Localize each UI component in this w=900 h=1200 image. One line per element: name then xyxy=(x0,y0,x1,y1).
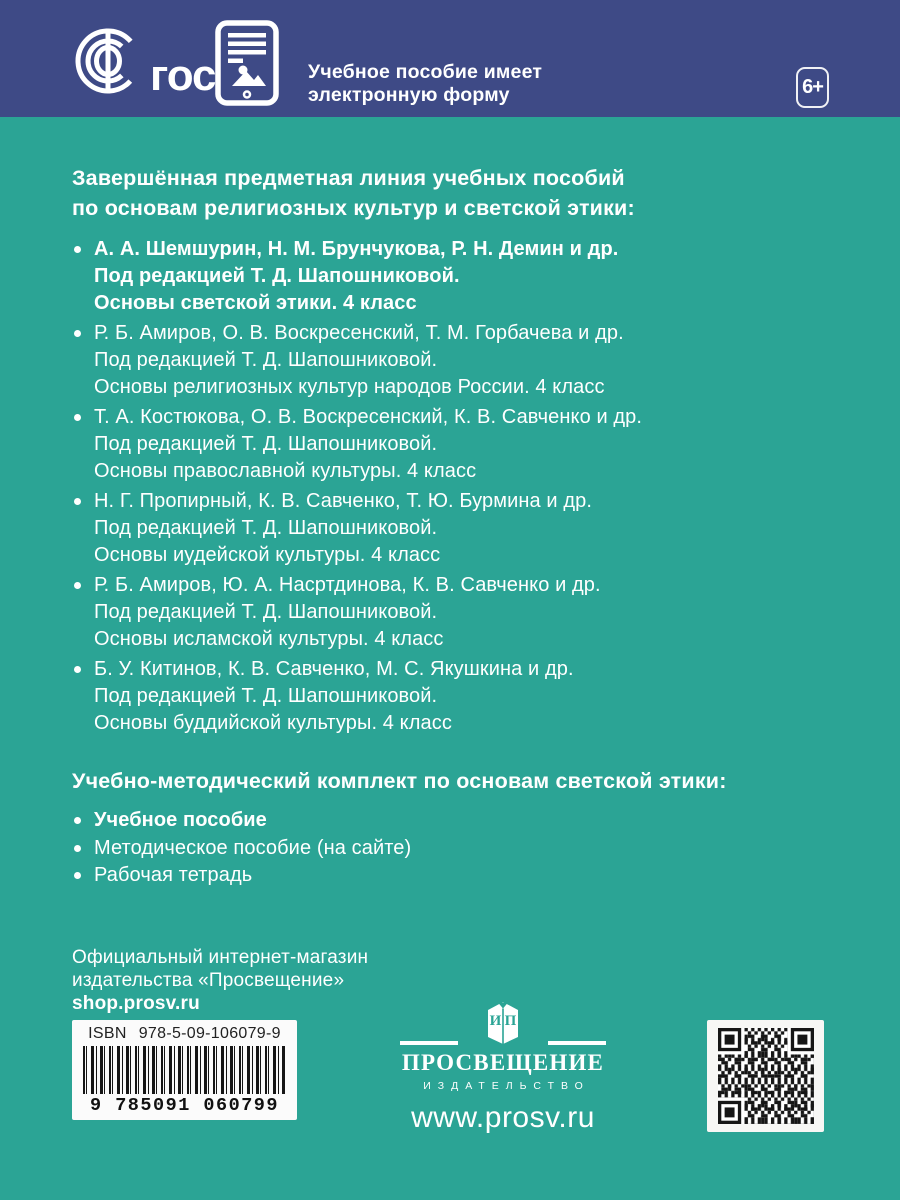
umk-heading: Учебно-методический комплект по основам светской этики: xyxy=(72,769,727,793)
ebook-note-line1: Учебное пособие имеет xyxy=(308,61,543,83)
ereader-icon xyxy=(215,20,279,106)
umk-item xyxy=(72,862,832,890)
logo-rule-right xyxy=(548,1041,606,1045)
logo-letter-p: П xyxy=(504,1013,517,1029)
publisher-type: ИЗДАТЕЛЬСТВО xyxy=(423,1080,590,1092)
bullet-icon xyxy=(74,498,81,505)
qr-icon xyxy=(718,1028,814,1124)
item-editor: Под редакцией Т. Д. Шапошниковой. xyxy=(94,349,438,371)
header-band xyxy=(0,0,900,117)
cover-content xyxy=(72,117,832,1015)
publisher-name: ПРОСВЕЩЕНИЕ xyxy=(401,1050,605,1075)
logo-rule-left xyxy=(400,1041,458,1045)
series-item xyxy=(72,572,832,653)
item-authors: Б. У. Китинов, К. В. Савченко, М. С. Якушкина и др. xyxy=(94,658,574,680)
umk-item-label: Учебное пособие xyxy=(94,809,267,831)
barcode-digits: 9 785091 060799 xyxy=(89,1095,280,1116)
prosveshchenie-book-icon xyxy=(480,1001,526,1045)
series-item xyxy=(72,404,832,485)
shop-url: shop.prosv.ru xyxy=(72,993,200,1015)
bullet-icon xyxy=(74,246,81,253)
item-title: Основы исламской культуры. 4 класс xyxy=(94,628,444,650)
shop-line2: издательства «Просвещение» xyxy=(72,969,345,991)
item-editor: Под редакцией Т. Д. Шапошниковой. xyxy=(94,685,438,707)
qr-finder-top-right xyxy=(787,1028,813,1054)
item-title: Основы православной культуры. 4 класс xyxy=(94,460,477,482)
umk-item-label: Методическое пособие (на сайте) xyxy=(94,836,412,859)
series-item xyxy=(72,488,832,569)
item-title: Основы иудейской культуры. 4 класс xyxy=(94,544,441,566)
item-authors: Р. Б. Амиров, О. В. Воскресенский, Т. М. Горбачева и др. xyxy=(94,322,624,344)
publisher-url: www.prosv.ru xyxy=(411,1101,595,1134)
item-editor: Под редакцией Т. Д. Шапошниковой. xyxy=(94,601,438,623)
item-authors: Т. А. Костюкова, О. В. Воскресенский, К. В. Савченко и др. xyxy=(94,406,643,428)
qr-code xyxy=(707,1020,824,1132)
item-authors: Р. Б. Амиров, Ю. А. Насртдинова, К. В. Савченко и др. xyxy=(94,574,601,596)
umk-item xyxy=(72,835,832,863)
isbn-number: 978-5-09-106079-9 xyxy=(138,1025,281,1042)
series-heading xyxy=(72,163,832,223)
isbn-label: ISBN xyxy=(88,1025,127,1042)
bullet-icon xyxy=(74,582,81,589)
bullet-icon xyxy=(74,817,81,824)
age-rating-badge: 6+ xyxy=(796,67,829,108)
isbn-barcode xyxy=(72,1020,297,1120)
barcode-bars xyxy=(83,1046,286,1094)
fgos-logo xyxy=(72,24,216,98)
series-item xyxy=(72,236,832,317)
ebook-note xyxy=(308,61,542,107)
series-list xyxy=(72,236,832,737)
item-title: Основы буддийской культуры. 4 класс xyxy=(94,712,452,734)
item-editor: Под редакцией Т. Д. Шапошниковой. xyxy=(94,433,438,455)
item-editor: Под редакцией Т. Д. Шапошниковой. xyxy=(94,265,460,287)
item-editor: Под редакцией Т. Д. Шапошниковой. xyxy=(94,517,438,539)
bullet-icon xyxy=(74,872,81,879)
series-item xyxy=(72,656,832,737)
item-authors: А. А. Шемшурин, Н. М. Брунчукова, Р. Н. Демин и др. xyxy=(94,238,619,260)
umk-item-label: Рабочая тетрадь xyxy=(94,864,253,886)
fgos-label: гос xyxy=(150,51,216,100)
fgos-icon xyxy=(72,24,148,98)
item-title: Основы светской этики. 4 класс xyxy=(94,292,417,314)
item-authors: Н. Г. Пропирный, К. В. Савченко, Т. Ю. Бурмина и др. xyxy=(94,490,592,512)
shop-line1: Официальный интернет-магазин xyxy=(72,946,369,968)
logo-letter-i: И xyxy=(489,1013,502,1029)
series-heading-line1: Завершённая предметная линия учебных пособий xyxy=(72,166,625,190)
series-item xyxy=(72,320,832,401)
item-title: Основы религиозных культур народов России. 4 класс xyxy=(94,376,605,398)
umk-item xyxy=(72,807,832,835)
ebook-note-line2: электронную форму xyxy=(308,84,510,106)
series-heading-line2: по основам религиозных культур и светской этики: xyxy=(72,196,635,220)
isbn-text xyxy=(72,1025,297,1043)
qr-finder-top-left xyxy=(718,1028,744,1054)
umk-list xyxy=(72,807,832,890)
publisher-logo-block xyxy=(396,1001,610,1135)
bullet-icon xyxy=(74,845,81,852)
bullet-icon xyxy=(74,666,81,673)
bullet-icon xyxy=(74,330,81,337)
qr-finder-bottom-left xyxy=(718,1098,744,1124)
bullet-icon xyxy=(74,414,81,421)
